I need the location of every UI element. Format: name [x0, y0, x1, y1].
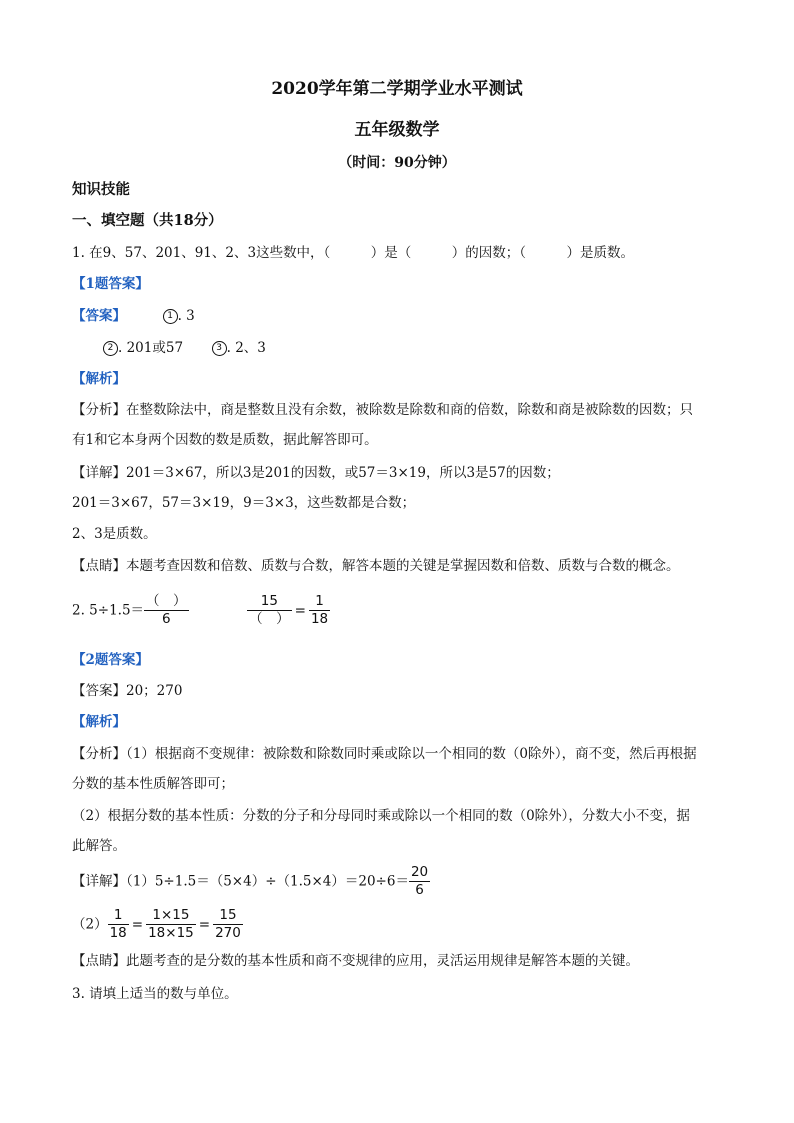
q2-x2-fraction-3: $\frac{15}{270}$	[215, 907, 241, 941]
q1-xiangjie-3: 2、3是质数。	[72, 526, 157, 542]
q1-question: 1. 在9、57、201、91、2、3这些数中，（ ）是（ ）的因数；（ ）是质数。	[72, 245, 635, 261]
q1-xiangjie-2: 201＝3×67，57＝3×19，9＝3×3，这些数都是合数；	[72, 495, 416, 511]
q2-answer-tag: 【2题答案】	[72, 652, 149, 668]
q1-answer-3: . 2、3	[226, 340, 266, 356]
q2-equals: =	[294, 602, 306, 619]
circle-number-1: 1	[163, 309, 178, 324]
q1-answer-1: . 3	[177, 308, 195, 324]
q1-answer-label: 【答案】	[72, 308, 126, 324]
q1-answer-row	[72, 306, 195, 326]
q2-prefix: 2. 5÷1.5＝	[72, 602, 145, 619]
q1-analysis-tag: 【解析】	[72, 371, 126, 387]
q2-xiangjie-2: （2） $\frac{1}{18}$ = $\frac{1\times 15}{18\times 15}$ = $\frac{15}{270}$	[72, 907, 241, 941]
q1-fenxi-2: 有1和它本身两个因数的数是质数，据此解答即可。	[72, 432, 378, 448]
q2-x2-fraction-2: $\frac{1\times 15}{18\times 15}$	[148, 907, 194, 941]
q2-question	[72, 592, 330, 629]
section-part: 一、填空题（共18分）	[72, 212, 223, 229]
q2-xiangjie-fraction: $\frac{20}{6}$	[410, 864, 429, 898]
q1-answer-tag: 【1题答案】	[72, 276, 149, 292]
q2-x2-fraction-1: $\frac{1}{18}$	[109, 907, 127, 941]
q2-fenxi-2: 分数的基本性质解答即可；	[72, 776, 234, 792]
q2-answer: 【答案】20；270	[72, 683, 183, 699]
q3-question: 3. 请填上适当的数与单位。	[72, 986, 238, 1002]
q1-dianjing: 【点睛】本题考查因数和倍数、质数与合数，解答本题的关键是掌握因数和倍数、质数与合数的概念。	[72, 558, 680, 574]
exam-time: （时间：90分钟）	[338, 155, 456, 171]
exam-subtitle: 五年级数学	[354, 120, 440, 140]
q2-dianjing: 【点睛】此题考查的是分数的基本性质和商不变规律的应用，灵活运用规律是解答本题的关键。	[72, 953, 639, 969]
circle-number-2: 2	[103, 341, 118, 356]
q2-fenxi-4: 此解答。	[72, 838, 126, 854]
q2-fraction-2: $\frac{15}{( )}$	[249, 593, 290, 627]
q2-analysis-tag: 【解析】	[72, 714, 126, 730]
q2-fraction-1: $\frac{( )}{6}$	[146, 593, 187, 627]
q2-xiangjie-2-prefix: （2）	[72, 916, 108, 933]
exam-title: 2020学年第二学期学业水平测试	[271, 79, 523, 99]
q2-fraction-3: $\frac{1}{18}$	[310, 593, 329, 627]
circle-number-3: 3	[212, 341, 227, 356]
q1-answer-2: . 201或57	[118, 340, 184, 356]
q2-xiangjie-1	[72, 861, 430, 902]
q2-xiangjie-prefix: 【详解】（1）5÷1.5＝（5×4）÷（1.5×4）＝20÷6＝	[72, 873, 409, 890]
section-name: 知识技能	[72, 181, 130, 198]
q1-fenxi-1: 【分析】在整数除法中，商是整数且没有余数，被除数是除数和商的倍数，除数和商是被除数的因数；只	[72, 402, 693, 418]
q2-fenxi-1: 【分析】（1）根据商不变规律：被除数和除数同时乘或除以一个相同的数（0除外），商不变，然后再根据	[72, 746, 697, 762]
q2-fenxi-3: （2）根据分数的基本性质：分数的分子和分母同时乘或除以一个相同的数（0除外），分数大小不变，据	[72, 808, 690, 824]
q1-answer-row-2	[103, 338, 266, 358]
q1-xiangjie-1: 【详解】201＝3×67，所以3是201的因数，或57＝3×19，所以3是57的因数；	[72, 465, 560, 481]
